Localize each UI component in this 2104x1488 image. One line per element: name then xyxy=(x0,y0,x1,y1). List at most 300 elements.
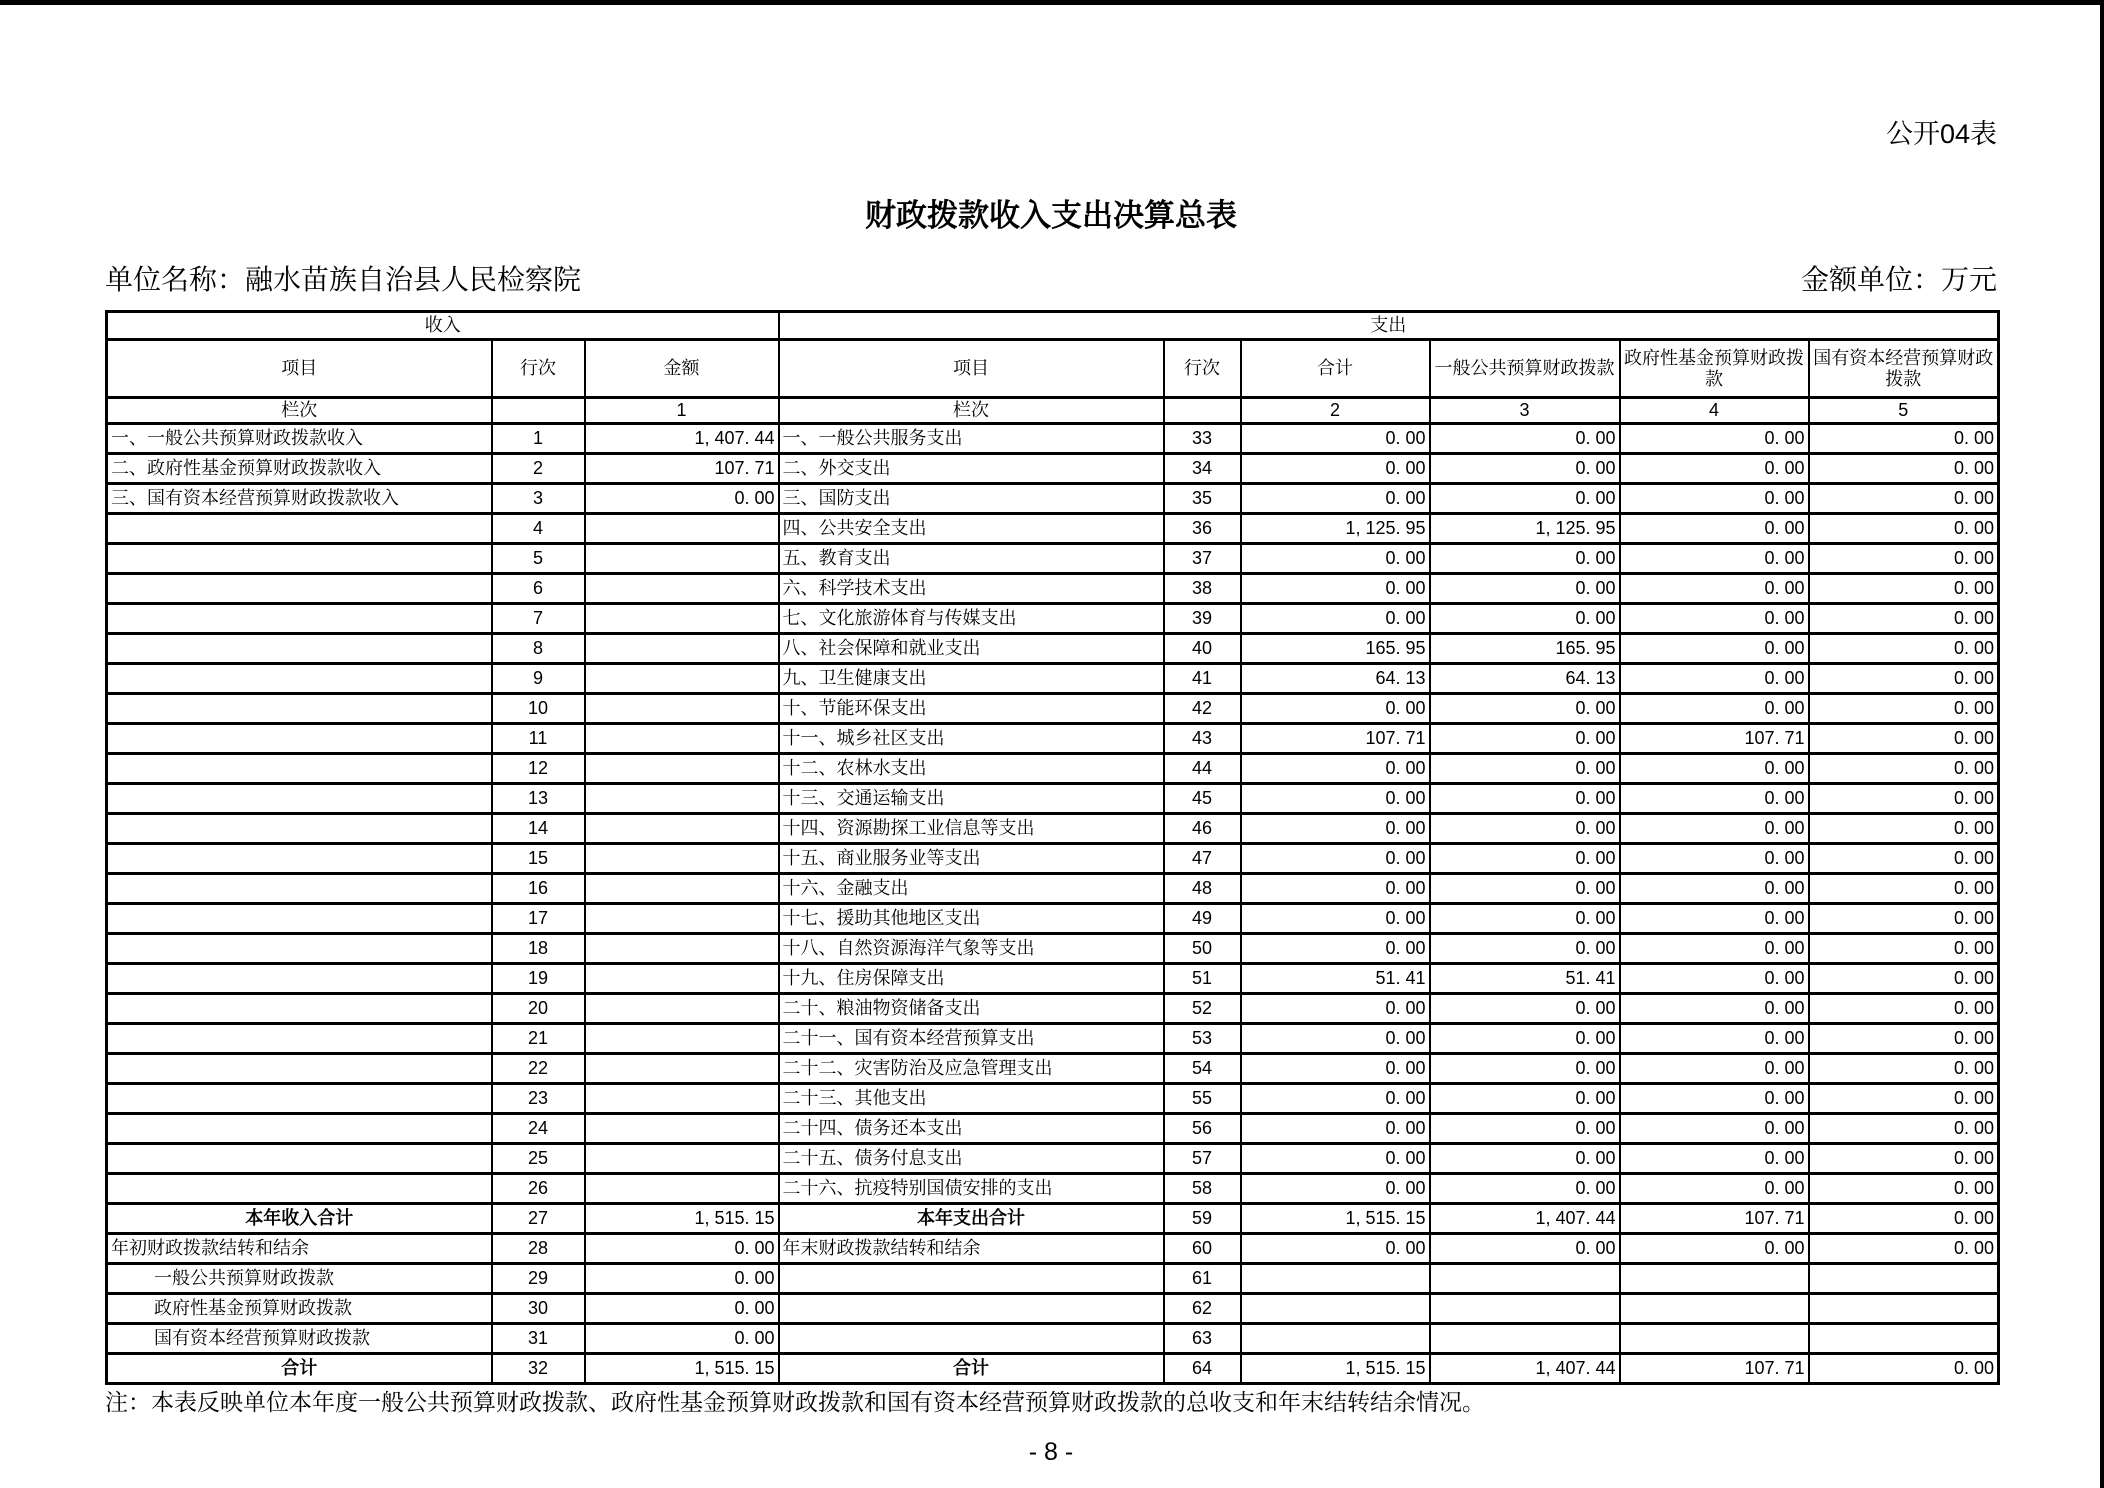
income-amount-cell xyxy=(585,814,779,844)
expense-index-4: 4 xyxy=(1620,398,1809,424)
expense-line-cell: 45 xyxy=(1164,784,1241,814)
expense-state-capital-cell: 0. 00 xyxy=(1809,1084,1999,1114)
table-row xyxy=(107,904,1999,934)
expense-gov-fund-cell: 107. 71 xyxy=(1620,1354,1809,1384)
table-row xyxy=(107,784,1999,814)
expense-gov-fund-cell: 0. 00 xyxy=(1620,964,1809,994)
income-line-cell: 4 xyxy=(492,514,585,544)
expense-general-budget-cell: 0. 00 xyxy=(1430,424,1620,454)
expense-general-budget-cell: 0. 00 xyxy=(1430,904,1620,934)
income-amount-cell: 0. 00 xyxy=(585,1324,779,1354)
expense-total-cell: 0. 00 xyxy=(1241,1054,1430,1084)
table-row xyxy=(107,844,1999,874)
expense-state-capital-cell: 0. 00 xyxy=(1809,544,1999,574)
table-row xyxy=(107,454,1999,484)
expense-index-5: 5 xyxy=(1809,398,1999,424)
income-item-cell xyxy=(107,1024,492,1054)
page-number: - 8 - xyxy=(1028,1438,1074,1466)
income-amount-cell xyxy=(585,694,779,724)
expense-gov-fund-cell: 0. 00 xyxy=(1620,544,1809,574)
income-item-cell xyxy=(107,844,492,874)
expense-line-cell: 34 xyxy=(1164,454,1241,484)
income-item-cell xyxy=(107,814,492,844)
expense-general-budget-cell: 0. 00 xyxy=(1430,724,1620,754)
income-item-header: 项目 xyxy=(107,340,492,398)
expense-line-cell: 56 xyxy=(1164,1114,1241,1144)
table-row xyxy=(107,1204,1999,1234)
expense-total-cell: 1, 125. 95 xyxy=(1241,514,1430,544)
table-body xyxy=(107,424,1999,1384)
expense-general-budget-header: 一般公共预算财政拨款 xyxy=(1430,340,1620,398)
income-item-cell xyxy=(107,724,492,754)
expense-item-cell: 十七、援助其他地区支出 xyxy=(779,904,1164,934)
income-amount-cell: 0. 00 xyxy=(585,484,779,514)
income-line-cell: 19 xyxy=(492,964,585,994)
expense-total-cell: 0. 00 xyxy=(1241,784,1430,814)
expense-state-capital-cell: 0. 00 xyxy=(1809,994,1999,1024)
income-line-cell: 14 xyxy=(492,814,585,844)
income-item-cell: 年初财政拨款结转和结余 xyxy=(107,1234,492,1264)
income-amount-cell xyxy=(585,664,779,694)
income-item-cell xyxy=(107,904,492,934)
expense-line-cell: 63 xyxy=(1164,1324,1241,1354)
income-line-cell: 18 xyxy=(492,934,585,964)
income-amount-cell: 0. 00 xyxy=(585,1294,779,1324)
expense-total-cell: 0. 00 xyxy=(1241,544,1430,574)
income-amount-cell xyxy=(585,724,779,754)
income-line-cell: 17 xyxy=(492,904,585,934)
expense-line-cell: 52 xyxy=(1164,994,1241,1024)
unit-name-label: 单位名称：融水苗族自治县人民检察院 xyxy=(105,264,582,295)
expense-item-cell: 合计 xyxy=(779,1354,1164,1384)
expense-general-budget-cell: 0. 00 xyxy=(1430,844,1620,874)
income-line-cell: 8 xyxy=(492,634,585,664)
expense-gov-fund-cell: 0. 00 xyxy=(1620,994,1809,1024)
table-row xyxy=(107,1084,1999,1114)
expense-total-cell: 0. 00 xyxy=(1241,874,1430,904)
table-row xyxy=(107,514,1999,544)
expense-section-header: 支出 xyxy=(779,312,1999,340)
expense-total-cell xyxy=(1241,1294,1430,1324)
expense-state-capital-cell xyxy=(1809,1294,1999,1324)
expense-total-cell: 51. 41 xyxy=(1241,964,1430,994)
table-row xyxy=(107,724,1999,754)
table-row xyxy=(107,964,1999,994)
income-amount-cell xyxy=(585,994,779,1024)
expense-general-budget-cell: 51. 41 xyxy=(1430,964,1620,994)
expense-item-cell: 二十二、灾害防治及应急管理支出 xyxy=(779,1054,1164,1084)
expense-total-cell: 0. 00 xyxy=(1241,1144,1430,1174)
income-line-cell: 21 xyxy=(492,1024,585,1054)
column-header-row xyxy=(107,340,1999,398)
expense-item-cell xyxy=(779,1264,1164,1294)
expense-general-budget-cell: 0. 00 xyxy=(1430,934,1620,964)
expense-gov-fund-cell: 0. 00 xyxy=(1620,934,1809,964)
income-item-cell xyxy=(107,1114,492,1144)
income-item-cell xyxy=(107,1174,492,1204)
expense-total-cell xyxy=(1241,1264,1430,1294)
expense-item-cell: 二十三、其他支出 xyxy=(779,1084,1164,1114)
expense-state-capital-cell: 0. 00 xyxy=(1809,454,1999,484)
income-item-cell xyxy=(107,604,492,634)
income-amount-cell xyxy=(585,574,779,604)
expense-line-cell: 53 xyxy=(1164,1024,1241,1054)
form-number-label: 公开04表 xyxy=(1885,119,1997,149)
table-row xyxy=(107,424,1999,454)
expense-total-cell: 0. 00 xyxy=(1241,574,1430,604)
expense-state-capital-cell: 0. 00 xyxy=(1809,424,1999,454)
income-line-cell: 9 xyxy=(492,664,585,694)
table-row xyxy=(107,694,1999,724)
expense-state-capital-cell: 0. 00 xyxy=(1809,514,1999,544)
expense-item-cell: 二十六、抗疫特别国债安排的支出 xyxy=(779,1174,1164,1204)
expense-general-budget-cell: 0. 00 xyxy=(1430,1024,1620,1054)
table-row xyxy=(107,1324,1999,1354)
expense-line-cell: 39 xyxy=(1164,604,1241,634)
table-row xyxy=(107,1294,1999,1324)
expense-line-cell: 57 xyxy=(1164,1144,1241,1174)
expense-gov-fund-cell: 0. 00 xyxy=(1620,1024,1809,1054)
expense-general-budget-cell: 0. 00 xyxy=(1430,784,1620,814)
expense-general-budget-cell xyxy=(1430,1294,1620,1324)
income-line-cell: 32 xyxy=(492,1354,585,1384)
income-item-cell xyxy=(107,1144,492,1174)
income-section-header: 收入 xyxy=(107,312,779,340)
expense-gov-fund-cell: 0. 00 xyxy=(1620,574,1809,604)
expense-item-cell: 十、节能环保支出 xyxy=(779,694,1164,724)
expense-total-cell: 64. 13 xyxy=(1241,664,1430,694)
fiscal-appropriation-table xyxy=(105,310,2000,1385)
expense-total-cell: 0. 00 xyxy=(1241,844,1430,874)
table-row xyxy=(107,1354,1999,1384)
income-amount-cell xyxy=(585,784,779,814)
income-amount-cell xyxy=(585,844,779,874)
expense-gov-fund-cell: 0. 00 xyxy=(1620,1114,1809,1144)
expense-total-cell: 0. 00 xyxy=(1241,1024,1430,1054)
income-index-1: 1 xyxy=(585,398,779,424)
expense-item-cell: 五、教育支出 xyxy=(779,544,1164,574)
expense-total-cell: 0. 00 xyxy=(1241,454,1430,484)
income-amount-cell: 0. 00 xyxy=(585,1234,779,1264)
income-item-cell: 一般公共预算财政拨款 xyxy=(107,1264,492,1294)
expense-general-budget-cell: 1, 407. 44 xyxy=(1430,1354,1620,1384)
table-row xyxy=(107,814,1999,844)
table-row xyxy=(107,1054,1999,1084)
expense-index-2: 2 xyxy=(1241,398,1430,424)
income-amount-cell xyxy=(585,604,779,634)
expense-state-capital-cell: 0. 00 xyxy=(1809,844,1999,874)
table-row xyxy=(107,1234,1999,1264)
expense-total-cell: 0. 00 xyxy=(1241,994,1430,1024)
expense-line-cell: 58 xyxy=(1164,1174,1241,1204)
expense-general-budget-cell xyxy=(1430,1324,1620,1354)
expense-gov-fund-cell: 0. 00 xyxy=(1620,874,1809,904)
income-amount-cell xyxy=(585,754,779,784)
expense-item-cell: 四、公共安全支出 xyxy=(779,514,1164,544)
income-amount-cell xyxy=(585,964,779,994)
expense-state-capital-cell: 0. 00 xyxy=(1809,1114,1999,1144)
expense-item-cell: 年末财政拨款结转和结余 xyxy=(779,1234,1164,1264)
footnote: 注：本表反映单位本年度一般公共预算财政拨款、政府性基金预算财政拨款和国有资本经营预算财政拨款的总收支和年末结转结余情况。 xyxy=(105,1389,1485,1415)
expense-general-budget-cell: 0. 00 xyxy=(1430,874,1620,904)
income-index-label: 栏次 xyxy=(107,398,492,424)
expense-line-cell: 46 xyxy=(1164,814,1241,844)
income-amount-cell xyxy=(585,544,779,574)
amount-unit-label: 金额单位：万元 xyxy=(1800,264,1997,295)
expense-general-budget-cell: 64. 13 xyxy=(1430,664,1620,694)
expense-gov-fund-cell xyxy=(1620,1324,1809,1354)
expense-state-capital-cell: 0. 00 xyxy=(1809,634,1999,664)
income-amount-cell: 0. 00 xyxy=(585,1264,779,1294)
expense-general-budget-cell: 0. 00 xyxy=(1430,544,1620,574)
expense-line-cell: 43 xyxy=(1164,724,1241,754)
expense-item-cell: 二十一、国有资本经营预算支出 xyxy=(779,1024,1164,1054)
income-item-cell xyxy=(107,964,492,994)
expense-gov-fund-cell: 0. 00 xyxy=(1620,1084,1809,1114)
expense-item-cell xyxy=(779,1294,1164,1324)
income-line-cell: 1 xyxy=(492,424,585,454)
table-row xyxy=(107,1024,1999,1054)
expense-total-cell: 0. 00 xyxy=(1241,484,1430,514)
expense-state-capital-cell: 0. 00 xyxy=(1809,1234,1999,1264)
income-line-cell: 10 xyxy=(492,694,585,724)
expense-total-cell: 1, 515. 15 xyxy=(1241,1354,1430,1384)
expense-state-capital-cell: 0. 00 xyxy=(1809,784,1999,814)
expense-gov-fund-cell: 0. 00 xyxy=(1620,454,1809,484)
expense-item-cell: 二十五、债务付息支出 xyxy=(779,1144,1164,1174)
expense-line-header: 行次 xyxy=(1164,340,1241,398)
income-amount-cell xyxy=(585,874,779,904)
income-item-cell: 本年收入合计 xyxy=(107,1204,492,1234)
expense-line-cell: 61 xyxy=(1164,1264,1241,1294)
expense-line-cell: 60 xyxy=(1164,1234,1241,1264)
expense-general-budget-cell: 1, 125. 95 xyxy=(1430,514,1620,544)
expense-total-cell: 0. 00 xyxy=(1241,1174,1430,1204)
table-row xyxy=(107,544,1999,574)
expense-line-cell: 41 xyxy=(1164,664,1241,694)
expense-line-cell: 36 xyxy=(1164,514,1241,544)
expense-state-capital-header: 国有资本经营预算财政拨款 xyxy=(1809,340,1999,398)
expense-line-cell: 50 xyxy=(1164,934,1241,964)
expense-gov-fund-header: 政府性基金预算财政拨款 xyxy=(1620,340,1809,398)
expense-state-capital-cell: 0. 00 xyxy=(1809,694,1999,724)
income-item-cell xyxy=(107,1054,492,1084)
expense-general-budget-cell: 165. 95 xyxy=(1430,634,1620,664)
income-line-cell: 15 xyxy=(492,844,585,874)
expense-item-cell: 十四、资源勘探工业信息等支出 xyxy=(779,814,1164,844)
expense-line-cell: 54 xyxy=(1164,1054,1241,1084)
income-line-cell: 5 xyxy=(492,544,585,574)
expense-general-budget-cell: 0. 00 xyxy=(1430,994,1620,1024)
expense-state-capital-cell: 0. 00 xyxy=(1809,484,1999,514)
expense-gov-fund-cell: 0. 00 xyxy=(1620,664,1809,694)
expense-gov-fund-cell: 0. 00 xyxy=(1620,634,1809,664)
expense-state-capital-cell: 0. 00 xyxy=(1809,934,1999,964)
expense-index-label: 栏次 xyxy=(779,398,1164,424)
expense-general-budget-cell: 0. 00 xyxy=(1430,1234,1620,1264)
expense-gov-fund-cell: 0. 00 xyxy=(1620,694,1809,724)
income-amount-cell xyxy=(585,934,779,964)
expense-total-cell: 0. 00 xyxy=(1241,754,1430,784)
table-row xyxy=(107,664,1999,694)
expense-state-capital-cell: 0. 00 xyxy=(1809,1024,1999,1054)
expense-item-cell: 十五、商业服务业等支出 xyxy=(779,844,1164,874)
page-edge-top xyxy=(0,0,2104,5)
expense-gov-fund-cell: 0. 00 xyxy=(1620,784,1809,814)
expense-gov-fund-cell: 0. 00 xyxy=(1620,1174,1809,1204)
expense-item-cell: 十八、自然资源海洋气象等支出 xyxy=(779,934,1164,964)
income-line-cell: 12 xyxy=(492,754,585,784)
expense-total-cell: 0. 00 xyxy=(1241,904,1430,934)
expense-item-cell: 八、社会保障和就业支出 xyxy=(779,634,1164,664)
income-amount-cell: 1, 515. 15 xyxy=(585,1354,779,1384)
income-line-cell: 13 xyxy=(492,784,585,814)
income-line-cell: 25 xyxy=(492,1144,585,1174)
income-amount-cell xyxy=(585,1084,779,1114)
expense-general-budget-cell: 0. 00 xyxy=(1430,574,1620,604)
expense-line-cell: 62 xyxy=(1164,1294,1241,1324)
expense-general-budget-cell: 0. 00 xyxy=(1430,454,1620,484)
expense-item-cell: 六、科学技术支出 xyxy=(779,574,1164,604)
income-amount-cell: 1, 515. 15 xyxy=(585,1204,779,1234)
income-line-cell: 28 xyxy=(492,1234,585,1264)
expense-general-budget-cell: 0. 00 xyxy=(1430,1084,1620,1114)
income-amount-cell xyxy=(585,1114,779,1144)
expense-item-cell xyxy=(779,1324,1164,1354)
expense-line-cell: 48 xyxy=(1164,874,1241,904)
table-row xyxy=(107,574,1999,604)
expense-state-capital-cell: 0. 00 xyxy=(1809,604,1999,634)
income-amount-header: 金额 xyxy=(585,340,779,398)
expense-item-cell: 七、文化旅游体育与传媒支出 xyxy=(779,604,1164,634)
expense-item-cell: 十一、城乡社区支出 xyxy=(779,724,1164,754)
expense-gov-fund-cell: 0. 00 xyxy=(1620,1054,1809,1084)
income-item-cell xyxy=(107,784,492,814)
expense-total-header: 合计 xyxy=(1241,340,1430,398)
column-index-row xyxy=(107,398,1999,424)
expense-index-3: 3 xyxy=(1430,398,1620,424)
expense-gov-fund-cell xyxy=(1620,1294,1809,1324)
expense-line-cell: 59 xyxy=(1164,1204,1241,1234)
expense-gov-fund-cell: 0. 00 xyxy=(1620,814,1809,844)
income-item-cell xyxy=(107,874,492,904)
expense-item-cell: 二十、粮油物资储备支出 xyxy=(779,994,1164,1024)
income-item-cell xyxy=(107,514,492,544)
income-line-cell: 30 xyxy=(492,1294,585,1324)
expense-state-capital-cell: 0. 00 xyxy=(1809,904,1999,934)
table-row xyxy=(107,1174,1999,1204)
income-item-cell: 二、政府性基金预算财政拨款收入 xyxy=(107,454,492,484)
expense-item-cell: 十三、交通运输支出 xyxy=(779,784,1164,814)
expense-item-cell: 本年支出合计 xyxy=(779,1204,1164,1234)
expense-state-capital-cell: 0. 00 xyxy=(1809,964,1999,994)
expense-gov-fund-cell: 0. 00 xyxy=(1620,904,1809,934)
income-item-cell xyxy=(107,694,492,724)
expense-line-cell: 55 xyxy=(1164,1084,1241,1114)
expense-state-capital-cell: 0. 00 xyxy=(1809,754,1999,784)
income-amount-cell xyxy=(585,1144,779,1174)
income-item-cell xyxy=(107,544,492,574)
income-line-cell: 26 xyxy=(492,1174,585,1204)
income-line-cell: 6 xyxy=(492,574,585,604)
expense-line-cell: 47 xyxy=(1164,844,1241,874)
expense-item-cell: 十六、金融支出 xyxy=(779,874,1164,904)
expense-general-budget-cell: 0. 00 xyxy=(1430,1144,1620,1174)
income-item-cell xyxy=(107,994,492,1024)
expense-state-capital-cell: 0. 00 xyxy=(1809,1204,1999,1234)
income-item-cell xyxy=(107,1084,492,1114)
expense-gov-fund-cell: 0. 00 xyxy=(1620,514,1809,544)
income-item-cell: 政府性基金预算财政拨款 xyxy=(107,1294,492,1324)
unit-info-row xyxy=(105,258,1997,298)
expense-state-capital-cell: 0. 00 xyxy=(1809,664,1999,694)
income-item-cell xyxy=(107,934,492,964)
income-line-cell: 20 xyxy=(492,994,585,1024)
income-amount-cell: 1, 407. 44 xyxy=(585,424,779,454)
expense-total-cell: 1, 515. 15 xyxy=(1241,1204,1430,1234)
expense-state-capital-cell xyxy=(1809,1264,1999,1294)
expense-gov-fund-cell: 107. 71 xyxy=(1620,1204,1809,1234)
income-line-cell: 11 xyxy=(492,724,585,754)
table-row xyxy=(107,994,1999,1024)
expense-line-cell: 42 xyxy=(1164,694,1241,724)
income-line-cell: 7 xyxy=(492,604,585,634)
expense-general-budget-cell: 0. 00 xyxy=(1430,484,1620,514)
expense-total-cell xyxy=(1241,1324,1430,1354)
expense-general-budget-cell: 0. 00 xyxy=(1430,814,1620,844)
expense-total-cell: 0. 00 xyxy=(1241,1084,1430,1114)
expense-state-capital-cell: 0. 00 xyxy=(1809,1354,1999,1384)
income-item-cell: 国有资本经营预算财政拨款 xyxy=(107,1324,492,1354)
expense-gov-fund-cell: 107. 71 xyxy=(1620,724,1809,754)
table-row xyxy=(107,484,1999,514)
expense-gov-fund-cell: 0. 00 xyxy=(1620,1234,1809,1264)
income-line-header: 行次 xyxy=(492,340,585,398)
expense-line-cell: 33 xyxy=(1164,424,1241,454)
expense-total-cell: 0. 00 xyxy=(1241,1234,1430,1264)
expense-total-cell: 165. 95 xyxy=(1241,634,1430,664)
expense-state-capital-cell: 0. 00 xyxy=(1809,574,1999,604)
income-amount-cell xyxy=(585,904,779,934)
expense-gov-fund-cell: 0. 00 xyxy=(1620,604,1809,634)
income-amount-cell xyxy=(585,1174,779,1204)
expense-line-cell: 44 xyxy=(1164,754,1241,784)
income-line-cell: 27 xyxy=(492,1204,585,1234)
expense-general-budget-cell: 0. 00 xyxy=(1430,1054,1620,1084)
expense-gov-fund-cell: 0. 00 xyxy=(1620,424,1809,454)
income-index-line xyxy=(492,398,585,424)
expense-item-header: 项目 xyxy=(779,340,1164,398)
expense-gov-fund-cell: 0. 00 xyxy=(1620,844,1809,874)
expense-line-cell: 35 xyxy=(1164,484,1241,514)
table-row xyxy=(107,1264,1999,1294)
table-row xyxy=(107,604,1999,634)
expense-general-budget-cell xyxy=(1430,1264,1620,1294)
expense-total-cell: 0. 00 xyxy=(1241,934,1430,964)
expense-gov-fund-cell: 0. 00 xyxy=(1620,1144,1809,1174)
income-item-cell xyxy=(107,634,492,664)
expense-line-cell: 38 xyxy=(1164,574,1241,604)
income-item-cell: 三、国有资本经营预算财政拨款收入 xyxy=(107,484,492,514)
expense-state-capital-cell xyxy=(1809,1324,1999,1354)
income-line-cell: 3 xyxy=(492,484,585,514)
expense-line-cell: 40 xyxy=(1164,634,1241,664)
income-amount-cell xyxy=(585,634,779,664)
income-line-cell: 16 xyxy=(492,874,585,904)
income-line-cell: 23 xyxy=(492,1084,585,1114)
expense-total-cell: 107. 71 xyxy=(1241,724,1430,754)
section-header-row xyxy=(107,312,1999,340)
